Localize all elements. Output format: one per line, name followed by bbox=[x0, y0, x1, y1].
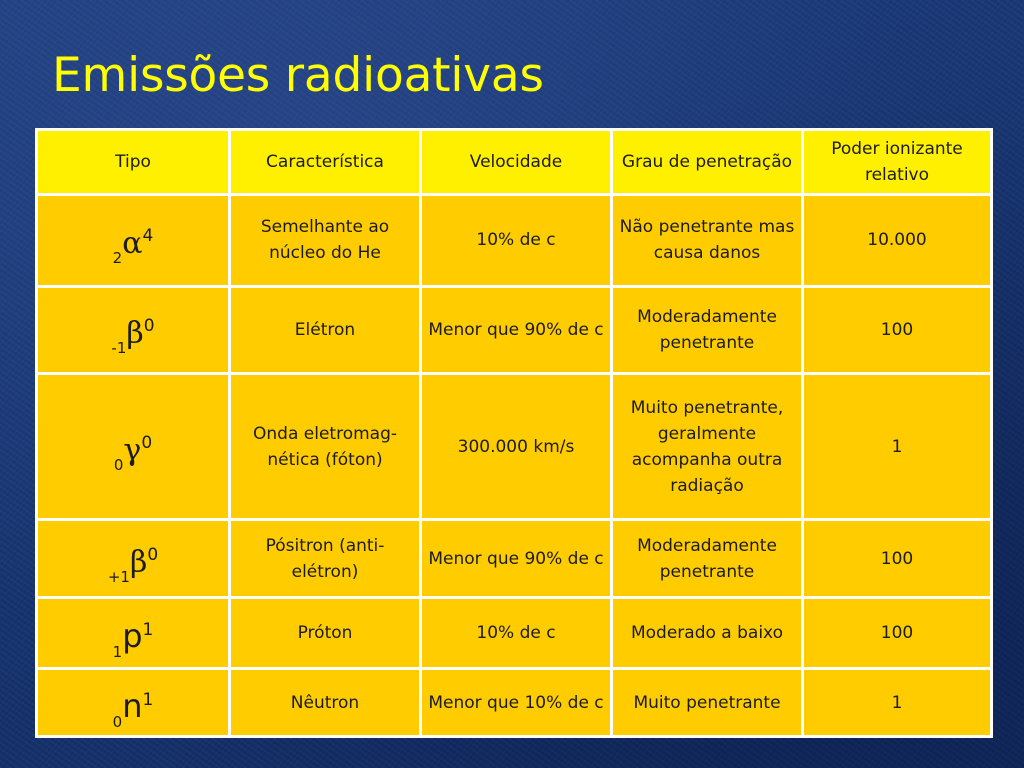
symbol-letter: γ bbox=[123, 432, 142, 468]
beta-plus-symbol bbox=[108, 546, 158, 584]
emissions-table bbox=[35, 128, 993, 738]
header-row bbox=[38, 131, 990, 193]
symbol-superscript: 1 bbox=[142, 689, 154, 710]
symbol-subscript: +1 bbox=[107, 567, 130, 586]
cell-penetracao: Moderado a baixo bbox=[613, 599, 801, 668]
symbol-letter: β bbox=[126, 315, 144, 351]
symbol-letter: p bbox=[122, 617, 143, 656]
header-grau-de-penetracao: Grau de penetração bbox=[613, 131, 801, 193]
symbol-superscript: 0 bbox=[147, 544, 159, 565]
cell-penetracao: Muito penetrante bbox=[613, 670, 801, 735]
table-row-alpha bbox=[38, 196, 990, 285]
symbol-superscript: 4 bbox=[142, 226, 154, 247]
cell-velocidade: Menor que 90% de c bbox=[422, 521, 610, 596]
cell-velocidade: 300.000 km/s bbox=[422, 375, 610, 518]
slide-title: Emissões radioativas bbox=[52, 48, 544, 103]
cell-caracteristica: Próton bbox=[231, 599, 419, 668]
cell-penetracao: Moderadamente penetrante bbox=[613, 521, 801, 596]
cell-caracteristica: Nêutron bbox=[231, 670, 419, 735]
symbol-letter: β bbox=[129, 544, 148, 580]
header-poder-ionizante: Poder ionizante relativo bbox=[804, 131, 990, 193]
symbol-subscript: -1 bbox=[111, 338, 127, 357]
cell-velocidade: Menor que 90% de c bbox=[422, 288, 610, 373]
cell-velocidade: 10% de c bbox=[422, 599, 610, 668]
cell-caracteristica: Pósitron (anti-elétron) bbox=[231, 521, 419, 596]
symbol-letter: n bbox=[122, 686, 143, 725]
header-tipo: Tipo bbox=[38, 131, 228, 193]
cell-caracteristica: Onda eletromag-nética (fóton) bbox=[231, 375, 419, 518]
beta-minus-symbol bbox=[111, 317, 154, 355]
symbol-superscript: 1 bbox=[142, 620, 154, 641]
cell-tipo bbox=[38, 521, 228, 596]
cell-poder: 10.000 bbox=[804, 196, 990, 285]
cell-poder: 100 bbox=[804, 521, 990, 596]
proton-symbol bbox=[112, 617, 154, 662]
cell-caracteristica: Elétron bbox=[231, 288, 419, 373]
cell-caracteristica: Semelhante ao núcleo do He bbox=[231, 196, 419, 285]
alpha-symbol bbox=[112, 226, 154, 268]
cell-tipo bbox=[38, 288, 228, 373]
cell-poder: 1 bbox=[804, 670, 990, 735]
symbol-subscript: 2 bbox=[112, 249, 123, 268]
cell-penetracao: Muito penetrante, geralmente acompanha outra radiação bbox=[613, 375, 801, 518]
cell-tipo bbox=[38, 196, 228, 285]
cell-poder: 1 bbox=[804, 375, 990, 518]
symbol-subscript: 1 bbox=[112, 643, 123, 662]
cell-velocidade: 10% de c bbox=[422, 196, 610, 285]
symbol-letter: α bbox=[122, 226, 143, 262]
table-row-beta-minus bbox=[38, 288, 990, 373]
cell-tipo bbox=[38, 375, 228, 518]
cell-poder: 100 bbox=[804, 288, 990, 373]
symbol-superscript: 0 bbox=[141, 432, 153, 453]
symbol-subscript: 0 bbox=[113, 455, 124, 474]
symbol-superscript: 0 bbox=[143, 315, 155, 336]
cell-penetracao: Não penetrante mas causa danos bbox=[613, 196, 801, 285]
header-caracteristica: Característica bbox=[231, 131, 419, 193]
header-velocidade: Velocidade bbox=[422, 131, 610, 193]
cell-tipo bbox=[38, 670, 228, 735]
table-row-proton bbox=[38, 599, 990, 668]
cell-tipo bbox=[38, 599, 228, 668]
cell-velocidade: Menor que 10% de c bbox=[422, 670, 610, 735]
cell-penetracao: Moderadamente penetrante bbox=[613, 288, 801, 373]
table-row-neutron bbox=[38, 670, 990, 735]
cell-poder: 100 bbox=[804, 599, 990, 668]
table-row-gamma bbox=[38, 375, 990, 518]
gamma-symbol bbox=[114, 434, 152, 472]
emissions-table-frame bbox=[35, 128, 993, 738]
table-row-beta-plus bbox=[38, 521, 990, 596]
neutron-symbol bbox=[112, 686, 154, 731]
symbol-subscript: 0 bbox=[112, 712, 123, 731]
